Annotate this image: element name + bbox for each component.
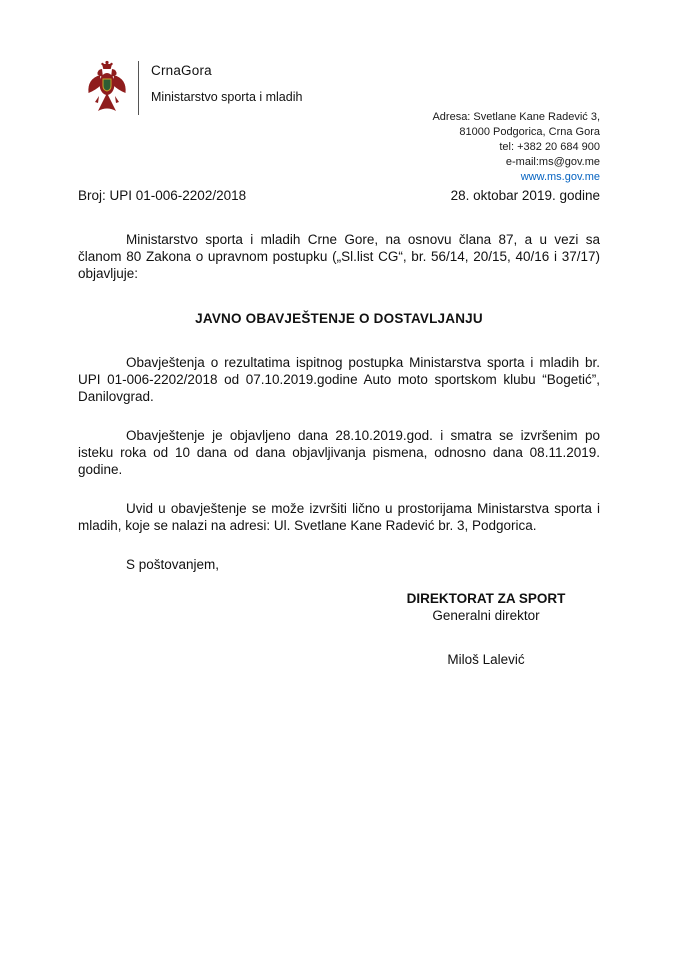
paragraph-3: Uvid u obavještenje se može izvršiti lično u prostorijama Ministarstva sporta i mladih, koje se nalazi na adresi: Ul. Svetlane Kane Radević br. 3, Podgorica.	[78, 501, 600, 533]
website-link[interactable]: www.ms.gov.me	[520, 171, 600, 183]
paragraph-2: Obavještenje je objavljeno dana 28.10.2019.god. i smatra se izvršenim po isteku roka od 10 dana od dana objavljivanja pismena, odnosno dana 08.11.2019. godine.	[78, 428, 600, 477]
signer-role: Generalni direktor	[432, 608, 540, 623]
country-name: CrnaGora	[151, 63, 212, 78]
signer-name: Miloš Lalević	[447, 652, 525, 667]
signature-block	[375, 591, 597, 667]
letterhead-divider	[138, 61, 139, 115]
address-block	[432, 110, 600, 185]
address-line-city: 81000 Podgorica, Crna Gora	[459, 126, 600, 138]
organization-block	[151, 60, 302, 104]
address-line-email: e-mail:ms@gov.me	[505, 156, 600, 168]
reference-row	[78, 188, 600, 203]
directorate-name: DIREKTORAT ZA SPORT	[406, 591, 566, 606]
coat-of-arms-icon	[85, 60, 129, 116]
intro-paragraph: Ministarstvo sporta i mladih Crne Gore, na osnovu člana 87, a u vezi sa članom 80 Zakona o upravnom postupku („Sl.list CG“, br. 56/14, 20/15, 40/16 i 37/17) objavljuje:	[78, 232, 600, 281]
document-date: 28. oktobar 2019. godine	[450, 188, 600, 203]
closing-salutation: S poštovanjem,	[126, 557, 220, 572]
reference-number: Broj: UPI 01-006-2202/2018	[78, 188, 247, 203]
document-body	[78, 231, 600, 595]
document-title: JAVNO OBAVJEŠTENJE O DOSTAVLJANJU	[195, 311, 483, 326]
address-line-phone: tel: +382 20 684 900	[499, 141, 600, 153]
paragraph-1: Obavještenja o rezultatima ispitnog postupka Ministarstva sporta i mladih br. UPI 01-006-2202/2018 od 07.10.2019.godine Auto moto sportskom klubu “Bogetić”, Danilovgrad.	[78, 355, 600, 404]
letterhead	[85, 60, 302, 116]
address-line-street: Adresa: Svetlane Kane Radević 3,	[432, 111, 600, 123]
ministry-name: Ministarstvo sporta i mladih	[151, 90, 303, 104]
